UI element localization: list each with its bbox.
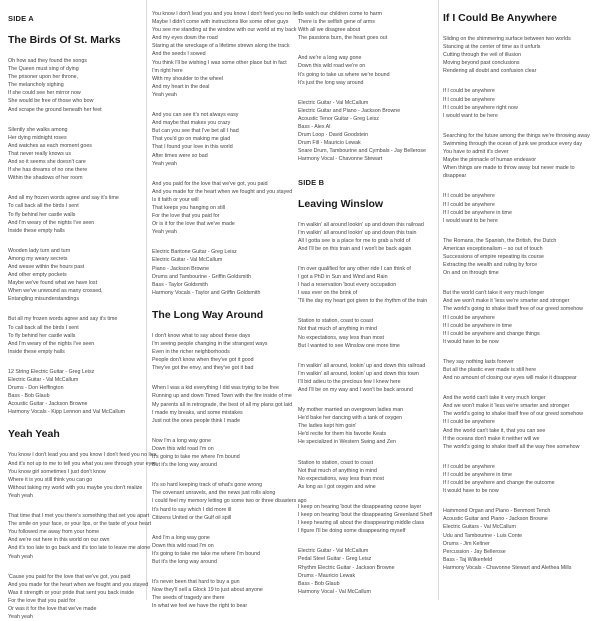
lyric-line: Silently she walks among <box>8 126 68 133</box>
lyric-line: 'Til the day my heart got given to the rhythm of the train <box>298 298 428 305</box>
lyric-line: But I wanted to see Winslow one more time <box>298 342 400 349</box>
lyric-line: And I'm weary of the nights I've seen <box>8 340 95 347</box>
lyric-line: Down this wild road I'm on <box>152 445 214 452</box>
lyric-line: Station to station, coast to coast <box>298 318 374 325</box>
lyric-line: They say nothing lasts forever <box>443 358 514 365</box>
lyric-line: Where it is you still think you can go <box>8 476 93 483</box>
verse <box>443 35 595 75</box>
lyric-line: The world's going to shake itself free of our greed somehow <box>443 306 583 313</box>
lyric-line: I would want to be here <box>443 217 498 224</box>
lyric-line: Or was it for the love that we've made <box>8 605 97 612</box>
lyric-line: And it's too late to go back and it's too late to leave me alone <box>8 545 151 552</box>
lyric-line: If I could be anywhere right now <box>443 104 518 111</box>
column-4 <box>443 0 595 600</box>
chorus <box>152 437 292 469</box>
lyric-line: Oh how sad they found the songs <box>8 58 87 64</box>
lyric-line: Sliding on the shimmering surface between two worlds <box>443 36 571 42</box>
lyric-line: And so it seems she doesn't care <box>8 159 86 166</box>
verse <box>152 332 292 372</box>
lyric-line: Electric Guitar - Val McCallum <box>298 99 369 106</box>
lyric-line: But can you see that I've bet all I had <box>152 128 239 135</box>
lyric-line: Inside these empty halls <box>8 227 65 234</box>
lyric-line: Moving beyond past conclusions <box>443 60 520 67</box>
verse <box>443 237 595 277</box>
verse <box>8 451 157 500</box>
lyric-line: Rhythm Electric Guitar - Jackson Browne <box>298 564 395 571</box>
lyric-line: It would have to be now <box>443 338 499 345</box>
lyric-line: Maybe the pinnacle of human endeavor <box>443 157 537 164</box>
credits <box>8 368 146 417</box>
lyric-line: If I could be anywhere <box>443 88 495 95</box>
column-1 <box>8 0 157 621</box>
lyric-line: And the world can't take it very much longer <box>443 395 546 402</box>
lyric-line: Drums - Don Heffington <box>8 385 64 392</box>
lyric-line: You know I don't lead you and you know I don't feed you no lies <box>8 452 157 459</box>
lyric-line: Acoustic Guitar - Jackson Browne <box>8 401 88 408</box>
lyric-line: Stancing at the center of time as it unfurls <box>443 44 541 51</box>
lyric-line: And other empty pockets <box>8 272 67 279</box>
lyric-line: Yeah yeah <box>8 553 33 560</box>
chorus <box>152 180 292 237</box>
lyric-line: To call back all the birds I sent <box>8 203 79 210</box>
lyric-line: The passions burn, the heart goes out <box>298 35 388 42</box>
verse <box>443 358 595 382</box>
lyric-line: The melancholy sighing <box>8 82 64 89</box>
lyric-line: Yeah yeah <box>152 229 177 236</box>
chorus <box>298 317 438 349</box>
lyric-line: If she has dreams of no one there <box>8 167 88 174</box>
verse <box>298 503 438 535</box>
chorus <box>443 394 595 451</box>
lyric-line: And you made for the heart when we fought and you stayed <box>152 188 293 195</box>
verse <box>152 111 292 168</box>
lyric-line: If I could be anywhere <box>443 419 495 426</box>
lyric-line: Bass - Bob Glaub <box>298 580 340 587</box>
credits <box>443 507 595 572</box>
lyric-line: It's hard to say which I did more ill <box>152 506 232 513</box>
lyric-line: The seeds of tragedy are there <box>152 595 225 602</box>
lyric-line: And you paid for the love that we've got, you paid <box>152 180 268 187</box>
lyric-line: The smile on your face, or your lips, or the taste of your heart <box>8 521 152 528</box>
lyric-line: That you'd go on making me glad <box>152 136 231 143</box>
lyric-line: Wooden lady turn and turn <box>8 247 71 254</box>
lyric-line: No expectations, way less than most <box>298 334 384 341</box>
lyric-line: You know girl sometimes I just don't know <box>8 468 106 475</box>
verse <box>443 132 595 181</box>
lyric-line: Drums - Mauricio Lewak <box>298 572 356 579</box>
lyric-line: Bass - Taj Wilkenfeld <box>443 556 493 563</box>
lyric-line: I keep on hearing 'bout the disappearing Greenland Shelf <box>298 512 433 519</box>
lyric-line: I could feel my memory letting go some two or three disasters ago <box>152 498 307 505</box>
lyric-line: I figure I'll be doing some disappearing myself <box>298 528 406 535</box>
lyric-line: It's so hard keeping track of what's gone wrong <box>152 482 263 489</box>
chorus <box>8 315 146 355</box>
lyric-line: But it's the long way around <box>152 462 217 469</box>
lyric-line: Bass - Bob Glaub <box>8 393 50 400</box>
lyric-line: Electric Guitar and Piano - Jackson Browne <box>298 107 401 114</box>
lyric-line: He specialized in Western Swing and Zen <box>298 439 396 446</box>
lyric-line: And the world can't take it, that you can see <box>443 427 546 434</box>
lyric-line: I would want to be here <box>443 112 498 119</box>
column-3 <box>298 0 439 600</box>
lyric-line: But all the plastic ever made is still here <box>443 367 537 373</box>
lyric-line: Snare Drum, Tambourine and Cymbals - Jay Bellerose <box>298 148 426 155</box>
lyric-line: With all we disagree about <box>298 27 361 34</box>
lyric-line: And my heart in the deal <box>152 83 210 90</box>
lyric-line: If the oceans don't make it neither will we <box>443 435 540 442</box>
lyric-line: Hammond Organ and Piano - Benmont Tench <box>443 508 551 515</box>
credits <box>298 99 438 164</box>
lyric-line: Entangling misunderstandings <box>8 296 79 303</box>
lyric-line: The prisoner upon her throne, <box>8 74 79 81</box>
credits <box>298 547 438 596</box>
lyric-line: To watch our children come to harm <box>298 11 382 17</box>
lyric-line: And we won't make it 'less we're smarter and stronger <box>443 298 570 305</box>
lyric-line: Harmony Vocals - Kipp Lennon and Val McCallum <box>8 409 126 416</box>
chorus <box>8 194 146 234</box>
lyric-line: If I could be anywhere and change the outcome <box>443 480 555 487</box>
lyric-line: The ladies kept him goin' <box>298 423 357 430</box>
lyric-line: She would be free of those who bow <box>8 98 94 105</box>
lyric-line: Electric Guitars - Val McCallum <box>443 524 516 531</box>
chorus <box>443 87 595 119</box>
lyric-line: When I was a kid everything I did was trying to be free <box>152 385 279 392</box>
lyric-line: My parents all in retrograde, the best of all my plans got laid <box>152 401 293 408</box>
verse <box>298 10 438 42</box>
lyric-line: Her dying midnight roses <box>8 134 67 141</box>
lyric-line: Extracting the wealth and ruling by force <box>443 262 538 269</box>
lyric-line: Searching for the future among the things we're throwing away <box>443 132 590 139</box>
lyric-line: And my eyes down the road <box>152 35 218 42</box>
lyric-line: Without taking my world with you maybe you don't realize <box>8 484 143 491</box>
lyric-line: Percussion - Jay Bellerose <box>443 548 506 555</box>
lyric-line: If I could be anywhere <box>443 193 495 200</box>
lyric-line: But the world can't take it very much longer <box>443 290 545 297</box>
lyric-line: Yeah yeah <box>152 91 177 98</box>
lyric-line: Drum Loop - David Goodstein <box>298 132 369 139</box>
lyric-line: Pedal Steel Guitar - Greg Leisz <box>298 556 372 563</box>
lyric-line: And we won't make it 'less we're smarter and stronger <box>443 403 570 410</box>
lyric-line: The world's going to shake itself all the way free somehow <box>443 443 580 450</box>
lyric-line: You see me standing at the window with our world at my back <box>152 27 297 34</box>
chorus <box>298 54 438 86</box>
verse <box>8 247 146 304</box>
lyric-line: I'm over qualified for any other ride I can think of <box>298 265 411 272</box>
verse <box>152 578 292 610</box>
credits <box>152 248 292 297</box>
lyric-line: I'm walkin' all around, lookin' up and down this railroad <box>298 362 426 369</box>
lyric-line: For the love that you paid for <box>152 213 220 220</box>
verse <box>8 512 152 561</box>
lyric-line: That I found your love in this world <box>152 144 233 151</box>
lyric-line: And we're out here in this world on our own <box>8 537 110 544</box>
lyric-line: Acoustic Guitar and Piano - Jackson Browne <box>443 516 548 523</box>
song-title: Leaving Winslow <box>298 197 384 210</box>
lyric-line: I made my breaks, and some mistakes <box>152 409 243 416</box>
chorus <box>443 289 595 346</box>
lyric-line: But all my frozen words agree and say it's time <box>8 316 118 323</box>
lyric-line: It's never been that hard to buy a gun <box>152 579 240 586</box>
lyric-line: To fly behind her castle walls <box>8 211 76 218</box>
lyric-line: Now they'll sell a Glock 19 to just about anyone <box>152 587 263 594</box>
lyric-line: If I could be anywhere in time <box>443 209 512 216</box>
lyric-line: Running up and down Timed Town with the fire inside of me <box>152 393 292 400</box>
lyric-line: And maybe that makes you crazy <box>152 120 231 127</box>
lyric-line: After times were so bad <box>152 152 208 159</box>
lyric-line: If I could be anywhere <box>443 96 495 103</box>
lyric-line: If she could see her mirror now <box>8 90 81 97</box>
lyric-line: Electric Baritone Guitar - Greg Leisz <box>152 249 237 256</box>
lyric-line: Yeah yeah <box>8 614 33 621</box>
verse <box>298 221 438 253</box>
lyric-line: And I'll be on my way and I won't be back around <box>298 387 413 393</box>
lyric-line: My mother married an overgrown ladies man <box>298 407 404 414</box>
verse <box>152 481 307 521</box>
lyric-line: Inside these empty halls <box>8 348 65 355</box>
verse <box>298 406 438 446</box>
lyric-line: Down this wild road I'm on <box>152 542 214 549</box>
chorus <box>443 463 595 495</box>
lyric-line: That keeps you hanging on still <box>152 204 226 211</box>
lyric-line: In what we feel we have the right to bear <box>152 603 248 610</box>
lyric-line: Piano - Jackson Browne <box>152 265 210 272</box>
lyric-line: Drum Fill - Mauricio Lewak <box>298 140 361 147</box>
lyric-line: It's going to take us where we're bound <box>298 71 390 78</box>
lyric-line: Drums - Jim Keltner <box>443 540 490 547</box>
lyric-line: I'll bid adieu to the precious few I knew here <box>298 378 401 385</box>
lyric-line: And weave within the hours past <box>8 263 85 270</box>
lyric-line: That never really knows us <box>8 150 72 157</box>
lyric-line: Rendering all doubt and confusion clear <box>443 68 537 75</box>
lyric-line: Harmony Vocal - Chavonne Stewart <box>298 156 383 163</box>
lyric-line: 'Cause you paid for the love that we've got, you paid <box>8 573 131 580</box>
lyric-line: The Romans, the Spanish, the British, the Dutch <box>443 237 557 244</box>
verse <box>152 384 292 424</box>
lyric-line: For the love that you paid for <box>8 597 76 604</box>
lyric-line: The world's going to shake itself free of our greed somehow <box>443 411 583 418</box>
lyric-line: It would have to be now <box>443 488 499 495</box>
lyric-line: If I could be anywhere in time <box>443 322 512 329</box>
lyric-line: It's just the long way around <box>298 79 364 86</box>
lyric-line: People don't know when they've got it good <box>152 357 254 364</box>
lyric-line: Not that much of anything in mind <box>298 467 377 474</box>
lyric-line: I'm walkin' all around lookin' up and down this railroad <box>298 221 424 228</box>
chorus <box>8 573 149 621</box>
lyric-line: Is it faith or your will <box>152 196 199 203</box>
lyric-line: And I'll be on this train and I won't be back again <box>298 245 412 252</box>
lyric-line: Swimming through the ocean of junk we produce every day <box>443 140 582 147</box>
lyric-line: I'm walkin' all around lookin' up and down this train <box>298 229 417 236</box>
lyric-line: Harmony Vocal - Val McCallum <box>298 588 371 595</box>
lyric-line: He'd recite for them his favorite Keats <box>298 431 387 438</box>
chorus <box>298 459 438 491</box>
verse <box>152 10 301 99</box>
song-title: The Long Way Around <box>152 308 264 321</box>
lyric-line: Udu and Tambourine - Luis Conte <box>443 532 523 539</box>
verse <box>298 362 438 394</box>
lyric-line: But it's the long way around <box>152 558 217 565</box>
lyric-line: I was ever on the brink of <box>298 290 358 297</box>
lyric-line: Citizens United or the Gulf oil spill <box>152 514 232 521</box>
lyric-line: Electric Guitar - Val McCallum <box>8 377 79 383</box>
lyric-line: Maybe I didn't come with instructions like some other guys <box>152 19 289 26</box>
lyric-line: You have to admit it's clever <box>443 149 509 156</box>
lyric-line: You know I don't lead you and you know I don't feed you no lies <box>152 11 301 17</box>
lyric-line: disappear <box>443 173 467 180</box>
lyric-line: With my shoulder to the wheel <box>152 75 223 82</box>
lyric-line: If I could be anywhere <box>443 201 495 208</box>
verse <box>8 57 146 114</box>
lyric-line: I'm walkin' all around, lookin' up and down this town <box>298 370 419 377</box>
lyric-line: Station to station, coast to coast <box>298 459 374 466</box>
lyric-line: Harmony Vocals - Chavonne Stewart and Alethea Mills <box>443 564 572 571</box>
verse <box>298 265 438 305</box>
lyric-line: And you can see it's not always easy <box>152 112 239 119</box>
lyric-line: It's going to take me where I'm bound <box>152 454 240 461</box>
lyric-line: And all my frozen words agree and say it's time <box>8 195 119 202</box>
lyric-line: That time that I met you there's something that set you apart <box>8 513 150 520</box>
lyric-line: Acoustic Tenor Guitar - Greg Leisz <box>298 115 379 122</box>
lyric-line: To fly behind her castle walls <box>8 332 76 339</box>
lyric-line: You think I'll be wishing I was some other place but in fact <box>152 59 287 66</box>
lyric-line: To call back all the birds I sent <box>8 324 79 331</box>
lyric-line: On and on through time <box>443 270 499 277</box>
lyric-line: If I could be anywhere <box>443 463 495 470</box>
lyric-line: You followed me away from your home <box>8 529 100 536</box>
lyric-line: And no amount of closing our eyes will make it disappear <box>443 375 577 382</box>
lyric-line: Harmony Vocals - Taylor and Griffin Goldsmith <box>152 289 261 296</box>
lyric-line: And scrape the ground beneath her feet <box>8 106 102 113</box>
lyric-line: The covenant unravels, and the news just rolls along <box>152 490 276 497</box>
lyric-line: All I gotta see is a place for me to grab a hold of <box>298 237 411 244</box>
lyric-line: I keep on hearing 'bout the disappearing ozone layer <box>298 503 422 510</box>
lyric-line: And I'm weary of the nights I've seen <box>8 219 95 226</box>
lyric-line: He'd bake her dancing with a tank of oxygen <box>298 415 403 422</box>
song-title: The Birds Of St. Marks <box>8 34 121 46</box>
lyric-line: Electric Guitar - Val McCallum <box>152 257 223 264</box>
lyric-line: And we're a long way gone <box>298 55 362 62</box>
lyric-line: Staring at the wreckage of a lifetime strewn along the track <box>152 43 290 50</box>
lyric-line: Cutting through the veil of illusion <box>443 52 522 59</box>
lyric-line: I'm right here <box>152 67 183 74</box>
lyric-line: Now I'm a long way gone <box>152 437 212 444</box>
lyric-line: Drums and Tambourine - Griffin Goldsmith <box>152 273 252 280</box>
lyric-line: Among my weary secrets <box>8 255 68 262</box>
lyric-line: I don't know what to say about these days <box>152 332 251 339</box>
song-title: Yeah Yeah <box>8 428 60 441</box>
lyric-line: No expectations, way less than most <box>298 475 384 482</box>
lyric-line: I got a PhD in Sun and Wind and Rain <box>298 273 388 280</box>
lyric-line: And you made for the heart when we fought and you stayed <box>8 581 149 588</box>
lyric-line: Bass - Alex Al <box>298 124 331 131</box>
lyric-line: If I could be anywhere <box>443 314 495 321</box>
lyric-line: I'm seeing people changing in the strangest ways <box>152 341 268 347</box>
column-2 <box>152 0 307 610</box>
lyric-line: Successions of empire repeating its course <box>443 253 544 260</box>
chorus <box>443 192 595 224</box>
lyric-line: The Queen must sing of dying <box>8 66 79 73</box>
lyric-line: They've got the envy, and they've got it bad <box>152 365 254 372</box>
side-b-label: SIDE B <box>298 177 325 187</box>
side-a-label: SIDE A <box>8 14 34 23</box>
lyric-line: It's going to take me take me where I'm bound <box>152 550 261 557</box>
lyric-line: As long as I got oxygen and wine <box>298 483 376 490</box>
lyric-line: Or is it for the love that we've made <box>152 221 235 228</box>
lyric-line: Was it strength or your pride that sent you back inside <box>8 589 135 596</box>
song-title: If I Could Be Anywhere <box>443 12 557 24</box>
lyric-line: 12 String Electric Guitar - Greg Leisz <box>8 368 95 375</box>
lyric-line: When we've unwound as many crossed, <box>8 288 103 295</box>
lyric-line: Yeah yeah <box>152 160 177 167</box>
lyric-line: If I could be anywhere in time <box>443 471 512 478</box>
lyric-line: Not that much of anything in mind <box>298 326 377 333</box>
lyric-line: And I'm a long way gone <box>152 534 210 541</box>
verse <box>8 126 146 183</box>
lyric-line: And it's not up to me to tell you what you see through your eyes <box>8 460 157 467</box>
lyric-line: And watches as each moment goes <box>8 142 92 149</box>
lyric-line: Yeah yeah <box>8 492 33 499</box>
lyric-line: Even in the richer neighborhoods <box>152 349 230 356</box>
lyric-line: There is the selfish gene of arms <box>298 19 375 26</box>
lyric-line: I had a reservation 'bout every occupation <box>298 282 397 289</box>
lyric-line: When things are made to throw away but never made to <box>443 165 575 172</box>
lyric-line: And the seeds I sowed <box>152 51 206 58</box>
chorus <box>152 534 292 566</box>
lyric-line: Bass - Taylor Goldsmith <box>152 281 208 288</box>
lyric-line: I keep hearing all about the disappearing middle class <box>298 520 425 527</box>
lyric-line: Down this wild road we're on <box>298 63 366 70</box>
lyric-line: Maybe we've found what we have lost <box>8 280 98 287</box>
lyric-line: American exceptionalism – so out of touch <box>443 245 543 252</box>
lyric-line: Within the shadows of her room <box>8 175 83 182</box>
lyric-line: If I could be anywhere and change things <box>443 330 540 337</box>
lyric-line: Electric Guitar - Val McCallum <box>298 548 369 555</box>
lyric-line: Just not the ones people think I made <box>152 417 241 424</box>
